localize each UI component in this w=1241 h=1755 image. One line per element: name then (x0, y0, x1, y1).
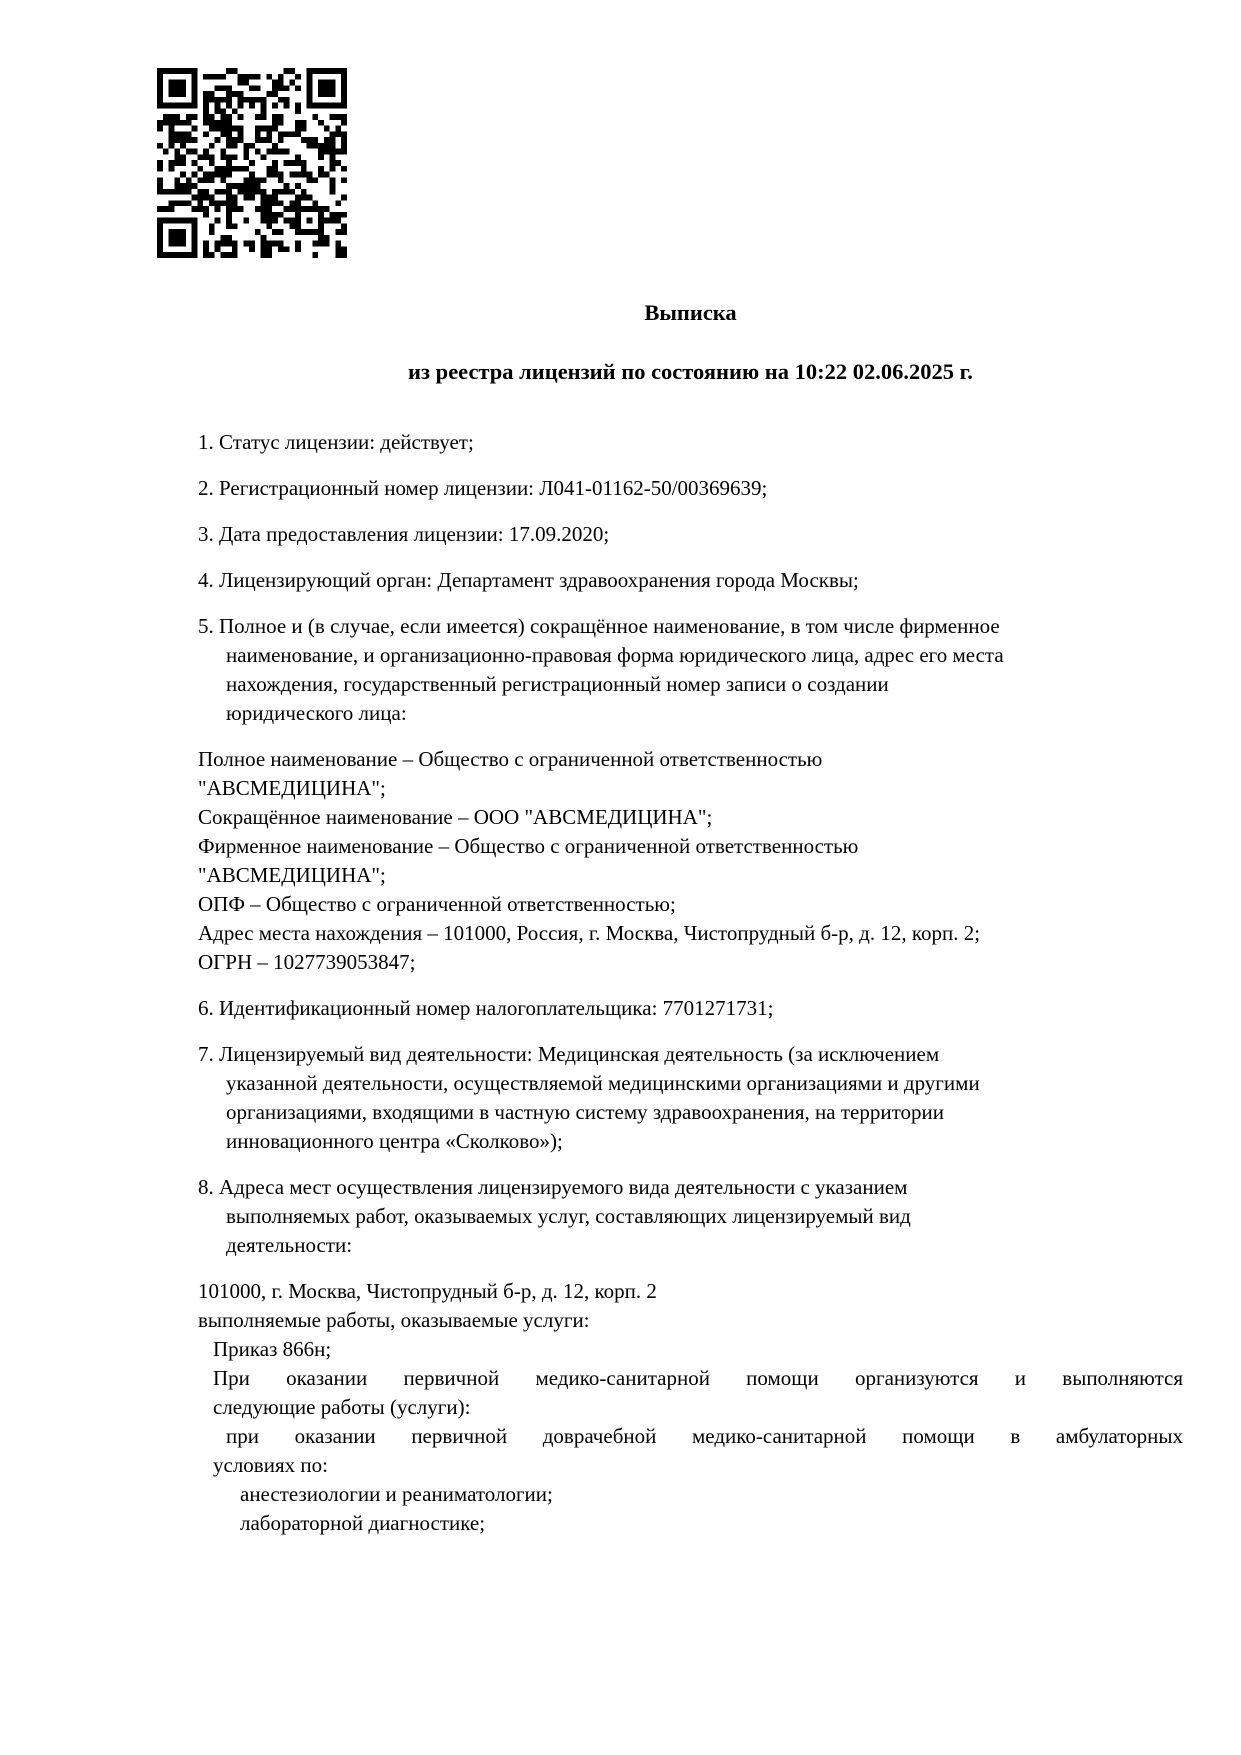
address-line: 101000, г. Москва, Чистопрудный б-р, д. 12, корп. 2 (198, 1279, 657, 1303)
item-line: 7. Лицензируемый вид деятельности: Медицинская деятельность (за исключением (198, 1042, 940, 1066)
company-short-name: Сокращённое наименование – ООО "АВСМЕДИЦИНА"; (198, 805, 713, 829)
item-registration-number (198, 474, 1183, 503)
item-line: 5. Полное и (в случае, если имеется) сокращённое наименование, в том числе фирменное (198, 614, 1000, 638)
license-items (198, 428, 1183, 1538)
item-line: 3. Дата предоставления лицензии: 17.09.2020; (198, 522, 610, 546)
pre-medical-care-line-wrap: условиях по: (213, 1453, 328, 1477)
document-subtitle: из реестра лицензий по состоянию на 10:22 02.06.2025 г. (408, 359, 973, 384)
works-services-label: выполняемые работы, оказываемые услуги: (198, 1308, 590, 1332)
item-line: инновационного центра «Сколково»); (226, 1129, 563, 1153)
item-line: 1. Статус лицензии: действует; (198, 430, 474, 454)
item-line: выполняемых работ, оказываемых услуг, составляющих лицензируемый вид (226, 1204, 911, 1228)
service-lab-diagnostics: лабораторной диагностике; (240, 1511, 486, 1535)
item-line: юридического лица: (226, 701, 407, 725)
item-line: организациями, входящими в частную систему здравоохранения, на территории (226, 1100, 944, 1124)
company-details (198, 745, 1183, 977)
item-grant-date (198, 520, 1183, 549)
order-866n: Приказ 866н; (213, 1337, 332, 1361)
pre-medical-care-line: при оказании первичной доврачебной медико-санитарной помощи в амбулаторных (226, 1424, 1183, 1448)
item-company-name-heading (198, 612, 1183, 728)
item-license-status (198, 428, 1183, 457)
item-line: указанной деятельности, осуществляемой медицинскими организациями и другими (226, 1071, 980, 1095)
item-line: 8. Адреса мест осуществления лицензируемого вида деятельности с указанием (198, 1175, 908, 1199)
address-works-block (198, 1277, 1183, 1538)
item-line: 6. Идентификационный номер налогоплательщика: 7701271731; (198, 996, 774, 1020)
item-line: 2. Регистрационный номер лицензии: Л041-01162-50/00369639; (198, 476, 768, 500)
company-full-name-wrap: "АВСМЕДИЦИНА"; (198, 776, 386, 800)
primary-care-line-wrap: следующие работы (услуги): (213, 1395, 471, 1419)
company-ogrn: ОГРН – 1027739053847; (198, 950, 416, 974)
item-activity-addresses-heading (198, 1173, 1183, 1260)
service-anesthesiology: анестезиологии и реаниматологии; (240, 1482, 553, 1506)
qr-code (157, 68, 347, 258)
primary-care-line: При оказании первичной медико-санитарной помощи организуются и выполняются (213, 1366, 1183, 1390)
item-line: нахождения, государственный регистрационный номер записи о создании (226, 672, 889, 696)
item-inn (198, 994, 1183, 1023)
item-licensed-activity (198, 1040, 1183, 1156)
company-legal-form: ОПФ – Общество с ограниченной ответственностью; (198, 892, 676, 916)
item-line: 4. Лицензирующий орган: Департамент здравоохранения города Москвы; (198, 568, 859, 592)
item-line: деятельности: (226, 1233, 353, 1257)
company-full-name: Полное наименование – Общество с ограниченной ответственностью (198, 747, 823, 771)
item-licensing-authority (198, 566, 1183, 595)
document-title: Выписка (644, 300, 737, 325)
company-brand-name-wrap: "АВСМЕДИЦИНА"; (198, 863, 386, 887)
company-brand-name: Фирменное наименование – Общество с ограниченной ответственностью (198, 834, 859, 858)
item-line: наименование, и организационно-правовая форма юридического лица, адрес его места (226, 643, 1004, 667)
company-address: Адрес места нахождения – 101000, Россия, г. Москва, Чистопрудный б-р, д. 12, корп. 2; (198, 921, 981, 945)
